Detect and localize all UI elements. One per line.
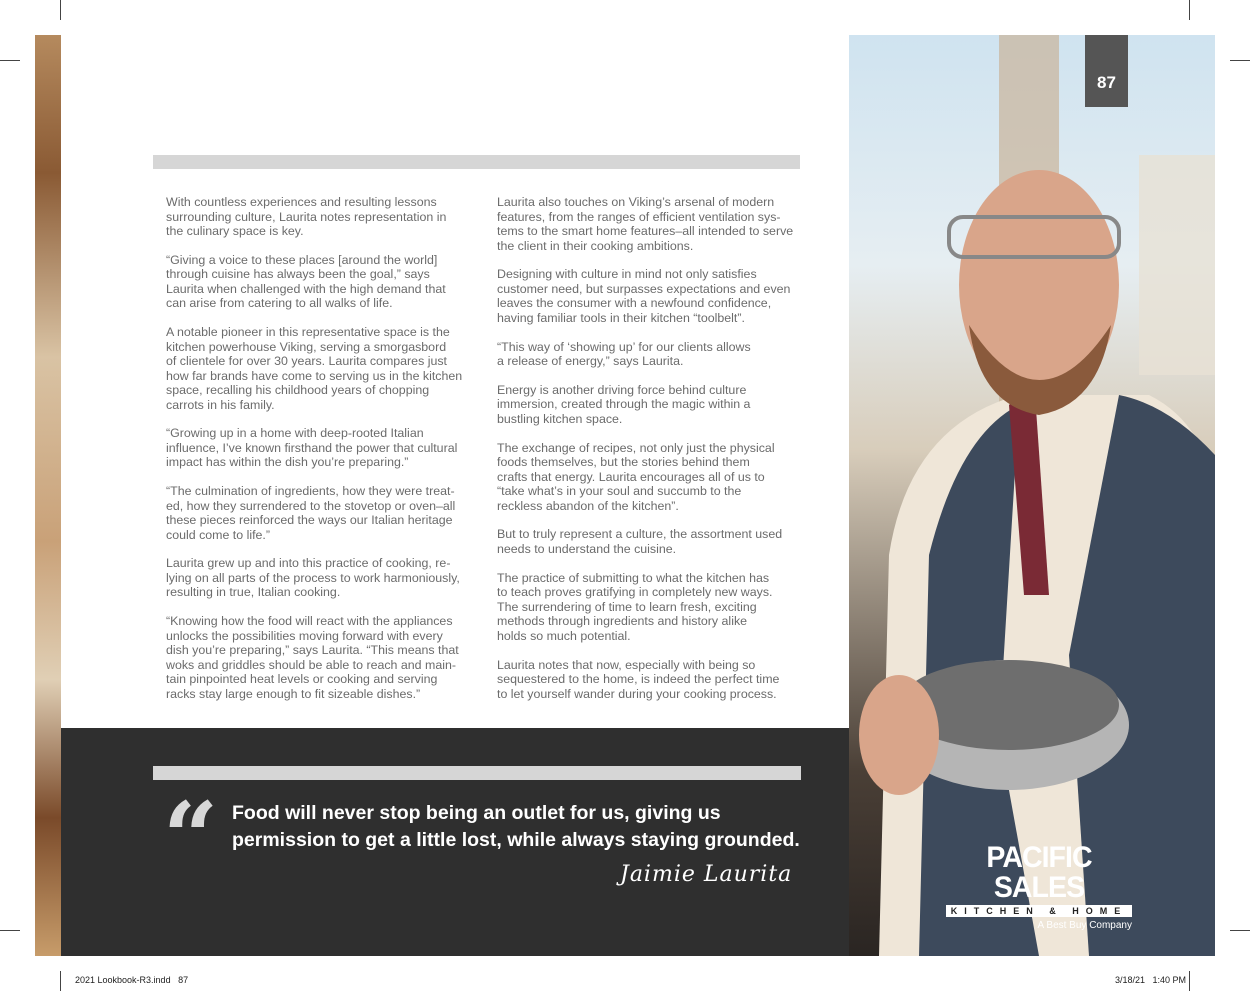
crop-mark xyxy=(1230,60,1250,61)
crop-mark xyxy=(1189,0,1190,20)
paragraph: With countless experiences and resulting lessons surrounding culture, Laurita notes representation in the culinary space is key. xyxy=(166,195,447,238)
crop-mark xyxy=(1189,971,1190,991)
paragraph: The practice of submitting to what the kitchen has to teach proves gratifying in completely new ways. The surrendering of time to learn fresh, exciting methods through ingredients and history alike holds so much potential. xyxy=(497,570,773,643)
paragraph: “Giving a voice to these places [around the world] through cuisine has always been the goal,” says Laurita when challenged with the high demand that can arise from catering to all walks of life. xyxy=(166,252,446,311)
logo-tagline: A Best Buy Company xyxy=(1037,920,1132,931)
logo-name: PACIFIC SALES xyxy=(986,841,1092,904)
paragraph: “This way of ‘showing up’ for our clients allows a release of energy,” says Laurita. xyxy=(497,339,751,369)
paragraph: The exchange of recipes, not only just the physical foods themselves, but the stories behind them crafts that energy. Laurita encourages all of us to “take what’s in your soul and succumb to the reckless abandon of the kitchen”. xyxy=(497,440,775,513)
paragraph: Energy is another driving force behind culture immersion, created through the magic within a bustling kitchen space. xyxy=(497,382,751,426)
paragraph: “The culmination of ingredients, how they were treat- ed, how they surrendered to the stovetop or oven–all these pieces reinforced the ways our Italian heritage could come to life.” xyxy=(166,484,456,542)
crop-mark xyxy=(60,0,61,20)
paragraph: Laurita notes that now, especially with being so sequestered to the home, is indeed the perfect time to let yourself wander during your cooking process. xyxy=(497,657,780,701)
signature: Jaimie Laurita xyxy=(620,862,793,887)
footer-date: 3/18/21 1:40 PM xyxy=(1115,975,1187,985)
crop-mark xyxy=(1230,930,1250,931)
right-column xyxy=(497,195,807,715)
logo-strip: KITCHEN & HOME xyxy=(946,905,1132,917)
crop-mark xyxy=(0,60,20,61)
quote-mark-icon: “ xyxy=(163,781,219,894)
left-column xyxy=(166,195,476,716)
crop-mark xyxy=(60,971,61,991)
crop-mark xyxy=(0,930,20,931)
paragraph: “Knowing how the food will react with the appliances unlocks the possibilities moving forward with every dish you’re preparing,” says Laurita. “This means that woks and griddles should be able to reach and main- tain pinpointed heat levels or cooking and serving racks stay large enough to fit sizeable dishes.” xyxy=(166,614,459,701)
left-photo-edge xyxy=(35,35,61,956)
paragraph: Laurita grew up and into this practice of cooking, re- lying on all parts of the process to work harmoniously, resulting in true, Italian cooking. xyxy=(166,556,460,600)
pacific-sales-logo xyxy=(946,843,1132,931)
paragraph: A notable pioneer in this representative space is the kitchen powerhouse Viking, serving a smorgasbord of clientele for over 30 years. Laurita compares just how far brands have come to serving us in the kitchen space, recalling his childhood years of chopping carrots in his family. xyxy=(166,325,463,412)
paragraph: But to truly represent a culture, the assortment used needs to understand the cuisine. xyxy=(497,527,783,556)
paragraph: “Growing up in a home with deep-rooted Italian influence, I’ve known firsthand the power that cultural impact has within the dish you’re preparing.” xyxy=(166,426,458,470)
paragraph: Laurita also touches on Viking’s arsenal of modern features, from the ranges of efficient ventilation sys- tems to the smart home features–all intended to serve the client in their cooking ambitions. xyxy=(497,195,794,253)
portrait-illustration xyxy=(849,35,1215,956)
page-number: 87 xyxy=(1085,35,1128,107)
portrait-photo xyxy=(849,35,1215,956)
paragraph: Designing with culture in mind not only satisfies customer need, but surpasses expectations and even leaves the consumer with a newfound confidence, having familiar tools in their kitchen “toolbelt”. xyxy=(497,267,791,325)
quote-divider-bar xyxy=(153,766,801,780)
top-divider-bar xyxy=(153,155,800,169)
pull-quote-text: Food will never stop being an outlet for us, giving us permission to get a little lost, while always staying grounded. xyxy=(232,802,800,851)
footer-file: 2021 Lookbook-R3.indd 87 xyxy=(75,975,189,985)
